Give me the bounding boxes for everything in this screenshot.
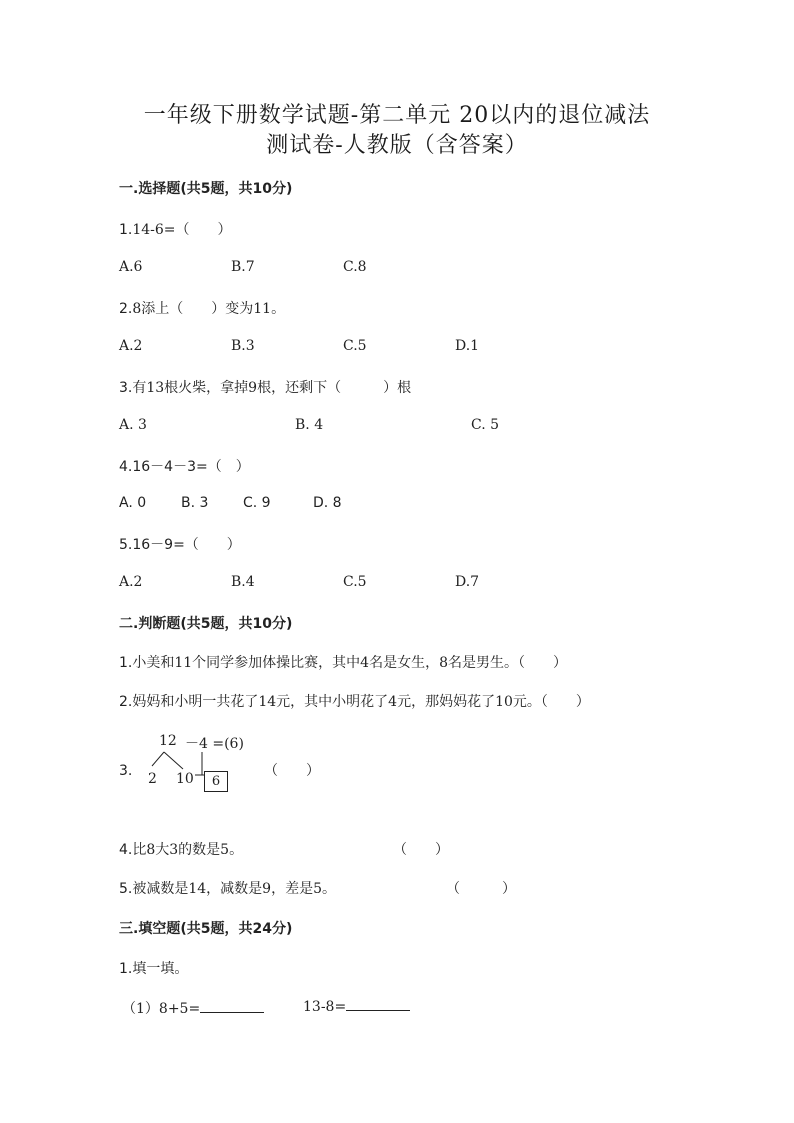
option-b: B.4 xyxy=(231,574,255,590)
answer-paren: （ ） xyxy=(264,763,320,779)
question-1-5 xyxy=(119,534,241,554)
question-3-1 xyxy=(119,958,188,978)
split-line-left xyxy=(152,752,164,766)
question-text: 16－9=（ ） xyxy=(132,537,241,553)
question-number: 1. xyxy=(119,655,133,671)
option-c: C.5 xyxy=(343,338,367,354)
question-number: 4. xyxy=(119,459,133,475)
question-number: 2. xyxy=(119,301,133,317)
section-heading-fill: 三.填空题(共5题，共24分) xyxy=(119,921,293,937)
question-number: 5. xyxy=(119,881,133,897)
split-part-a: 2 xyxy=(148,771,157,787)
document-title-line1: 一年级下册数学试题-第二单元 20以内的退位减法 xyxy=(143,103,651,128)
question-text: 填一填。 xyxy=(132,961,189,977)
option-c: C. 9 xyxy=(243,495,271,511)
option-c: C. 5 xyxy=(471,417,500,433)
option-a: A.2 xyxy=(119,338,143,354)
question-2-5 xyxy=(119,878,336,898)
question-2-2 xyxy=(119,691,590,711)
question-1-3 xyxy=(119,377,411,397)
question-text: 有13根火柴，拿掉9根，还剩下（ ）根 xyxy=(132,380,412,396)
split-number-diagram xyxy=(119,730,459,800)
question-text: 小美和11个同学参加体操比赛，其中4名是女生，8名是男生。（ ） xyxy=(132,655,567,671)
option-b: B. 4 xyxy=(295,417,324,433)
question-1-2 xyxy=(119,298,285,318)
answer-box: 6 xyxy=(204,771,228,792)
option-a: A.2 xyxy=(119,574,143,590)
option-d: D.7 xyxy=(455,574,480,590)
question-2-1 xyxy=(119,652,567,672)
option-a: A. 0 xyxy=(119,495,147,511)
split-part-b: 10 xyxy=(176,771,194,787)
question-text: 14-6=（ ） xyxy=(132,222,232,238)
option-c: C.8 xyxy=(343,259,367,275)
equation-rest: －4 =(6) xyxy=(185,736,244,752)
document-title-line2: 测试卷-人教版（含答案） xyxy=(266,133,528,158)
question-number: 3. xyxy=(119,380,133,396)
sub-label: （1） xyxy=(122,1001,159,1017)
section-heading-choice: 一.选择题(共5题，共10分) xyxy=(119,181,293,197)
answer-blank[interactable] xyxy=(346,998,410,1011)
option-d: D. 8 xyxy=(313,495,342,511)
question-1-1 xyxy=(119,219,232,239)
answer-blank[interactable] xyxy=(200,1000,264,1013)
question-text: 妈妈和小明一共花了14元，其中小明花了4元，那妈妈花了10元。（ ） xyxy=(132,694,590,710)
question-text: 16－4－3=（ ） xyxy=(132,459,250,475)
split-line-right xyxy=(164,752,183,769)
question-number: 1. xyxy=(119,222,133,238)
section-heading-judge: 二.判断题(共5题，共10分) xyxy=(119,616,293,632)
fill-row-1b xyxy=(303,998,410,1015)
question-text: 被减数是14，减数是9，差是5。 xyxy=(132,881,336,897)
question-2-4 xyxy=(119,839,243,859)
answer-paren: （ ） xyxy=(393,842,449,858)
option-d: D.1 xyxy=(455,338,480,354)
question-text: 比8大3的数是5。 xyxy=(132,842,244,858)
option-b: B.7 xyxy=(231,259,255,275)
option-a: A. 3 xyxy=(119,417,147,433)
option-c: C.5 xyxy=(343,574,367,590)
minuend: 12 xyxy=(159,733,177,749)
expression-1: 8+5= xyxy=(158,1001,201,1017)
question-number: 4. xyxy=(119,842,133,858)
option-a: A.6 xyxy=(119,259,143,275)
question-number: 3. xyxy=(119,763,133,779)
question-number: 1. xyxy=(119,961,133,977)
question-1-4 xyxy=(119,456,250,476)
option-b: B. 3 xyxy=(181,495,209,511)
answer-paren: （ ） xyxy=(446,881,516,897)
option-b: B.3 xyxy=(231,338,255,354)
question-number: 5. xyxy=(119,537,133,553)
expression-2: 13-8= xyxy=(303,999,347,1015)
question-number: 2. xyxy=(119,694,133,710)
fill-row-1 xyxy=(122,998,264,1018)
question-text: 8添上（ ）变为11。 xyxy=(132,301,286,317)
